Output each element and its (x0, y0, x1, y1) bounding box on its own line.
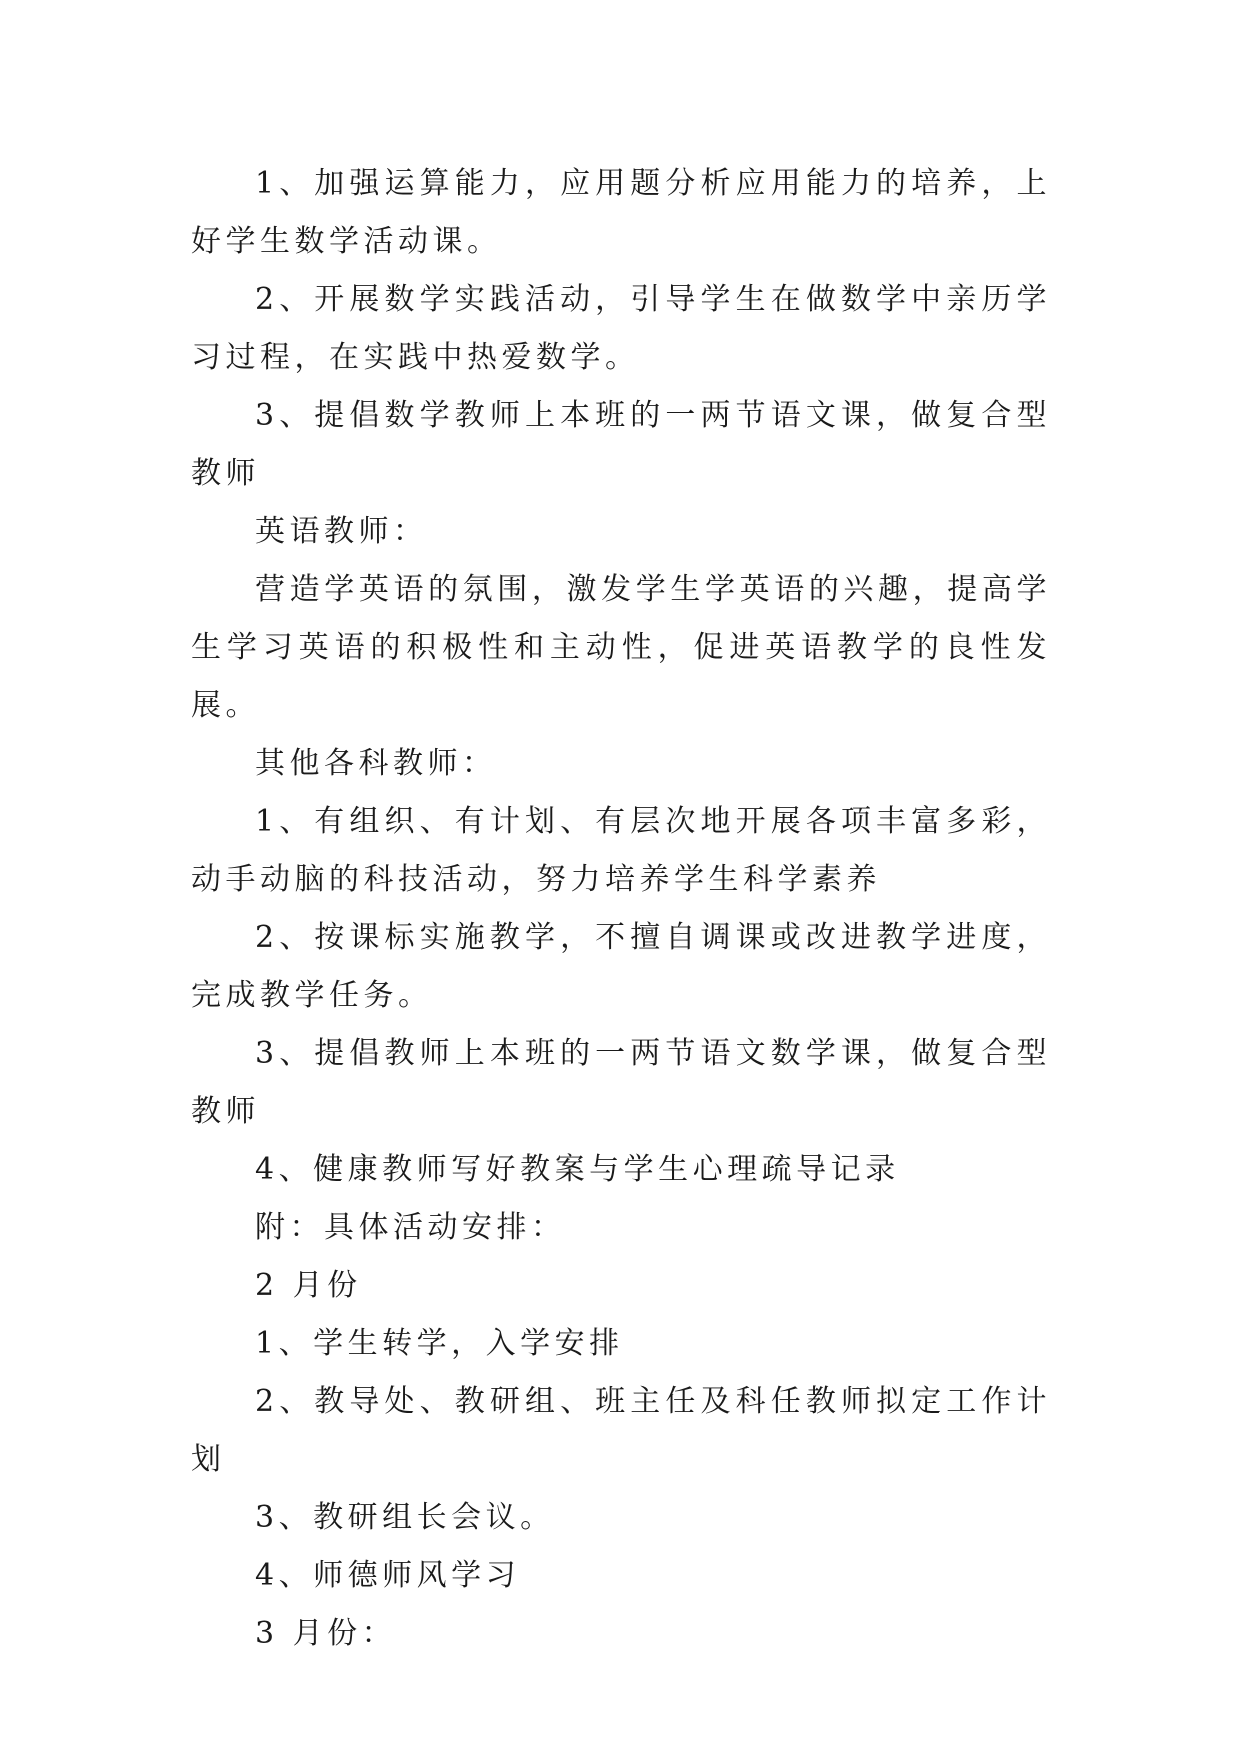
paragraph-other-2: 2、按课标实施教学，不擅自调课或改进教学进度，完成教学任务。 (191, 920, 1051, 1013)
heading-march: 3 月份： (255, 1616, 397, 1651)
heading-other-teachers: 其他各科教师： (255, 746, 497, 781)
paragraph-math-1: 1、加强运算能力，应用题分析应用能力的培养，上好学生数学活动课。 (191, 166, 1051, 259)
paragraph-english: 营造学英语的氛围，激发学生学英语的兴趣，提高学生学习英语的积极性和主动性，促进英语教学的良性发展。 (191, 572, 1051, 723)
list-item-february-3: 3、教研组长会议。 (255, 1500, 555, 1535)
heading-english-teacher: 英语教师： (255, 514, 428, 549)
paragraph-math-3: 3、提倡数学教师上本班的一两节语文课，做复合型教师 (191, 398, 1051, 491)
document-body (191, 155, 1051, 1663)
heading-february: 2 月份 (255, 1268, 362, 1303)
list-item-february-1: 1、学生转学，入学安排 (255, 1326, 624, 1361)
paragraph-other-4: 4、健康教师写好教案与学生心理疏导记录 (255, 1152, 900, 1187)
paragraph-other-1: 1、有组织、有计划、有层次地开展各项丰富多彩，动手动脑的科技活动，努力培养学生科学素养 (191, 804, 1051, 897)
list-item-february-2: 2、教导处、教研组、班主任及科任教师拟定工作计划 (191, 1384, 1051, 1477)
heading-activity-schedule: 附：具体活动安排： (255, 1210, 566, 1245)
list-item-february-4: 4、师德师风学习 (255, 1558, 521, 1593)
paragraph-other-3: 3、提倡教师上本班的一两节语文数学课，做复合型教师 (191, 1036, 1051, 1129)
paragraph-math-2: 2、开展数学实践活动，引导学生在做数学中亲历学习过程，在实践中热爱数学。 (191, 282, 1051, 375)
